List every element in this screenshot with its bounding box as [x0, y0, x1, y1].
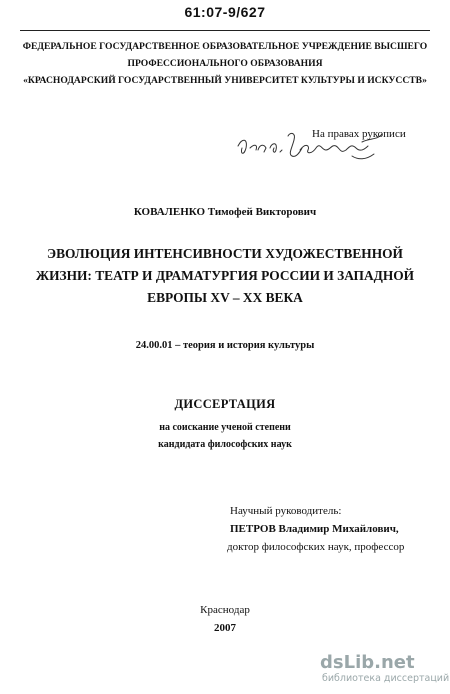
- institution-line-1: ФЕДЕРАЛЬНОЕ ГОСУДАРСТВЕННОЕ ОБРАЗОВАТЕЛЬНОЕ УЧРЕЖДЕНИЕ ВЫСШЕГО: [22, 41, 428, 52]
- title-line-1: ЭВОЛЮЦИЯ ИНТЕНСИВНОСТИ ХУДОЖЕСТВЕННОЙ: [47, 246, 403, 261]
- specialty-code: 24.00.01 – теория и история культуры: [135, 340, 315, 351]
- supervisor-name: ПЕТРОВ Владимир Михайлович,: [230, 523, 399, 535]
- degree-line-1: на соискание ученой степени: [159, 422, 291, 433]
- title-line-2: ЖИЗНИ: ТЕАТР И ДРАМАТУРГИЯ РОССИИ И ЗАПАДНОЙ: [35, 268, 415, 283]
- header-divider: [20, 30, 430, 31]
- watermark-caption: библиотека диссертаций: [322, 673, 450, 684]
- supervisor-label: Научный руководитель:: [230, 505, 342, 517]
- degree-line-2: кандидата философских наук: [158, 439, 292, 450]
- year: 2007: [214, 622, 236, 634]
- degree-block: [0, 419, 450, 453]
- city: Краснодар: [200, 604, 250, 616]
- author-name: КОВАЛЕНКО Тимофей Викторович: [133, 206, 317, 218]
- manuscript-rights-note: На правах рукописи: [312, 128, 406, 140]
- watermark-logo: dsLib.net: [320, 652, 415, 673]
- title-line-3: ЕВРОПЫ XV – XX ВЕКА: [147, 290, 303, 305]
- dissertation-label: ДИССЕРТАЦИЯ: [174, 397, 276, 411]
- dissertation-title: [0, 243, 450, 309]
- catalog-code: 61:07-9/627: [184, 4, 266, 20]
- watermark: [320, 653, 449, 685]
- institution-block: [0, 38, 450, 89]
- supervisor-credentials: доктор философских наук, профессор: [227, 541, 405, 553]
- institution-line-3: «КРАСНОДАРСКИЙ ГОСУДАРСТВЕННЫЙ УНИВЕРСИТЕТ КУЛЬТУРЫ И ИСКУССТВ»: [23, 75, 427, 86]
- institution-line-2: ПРОФЕССИОНАЛЬНОГО ОБРАЗОВАНИЯ: [127, 58, 323, 69]
